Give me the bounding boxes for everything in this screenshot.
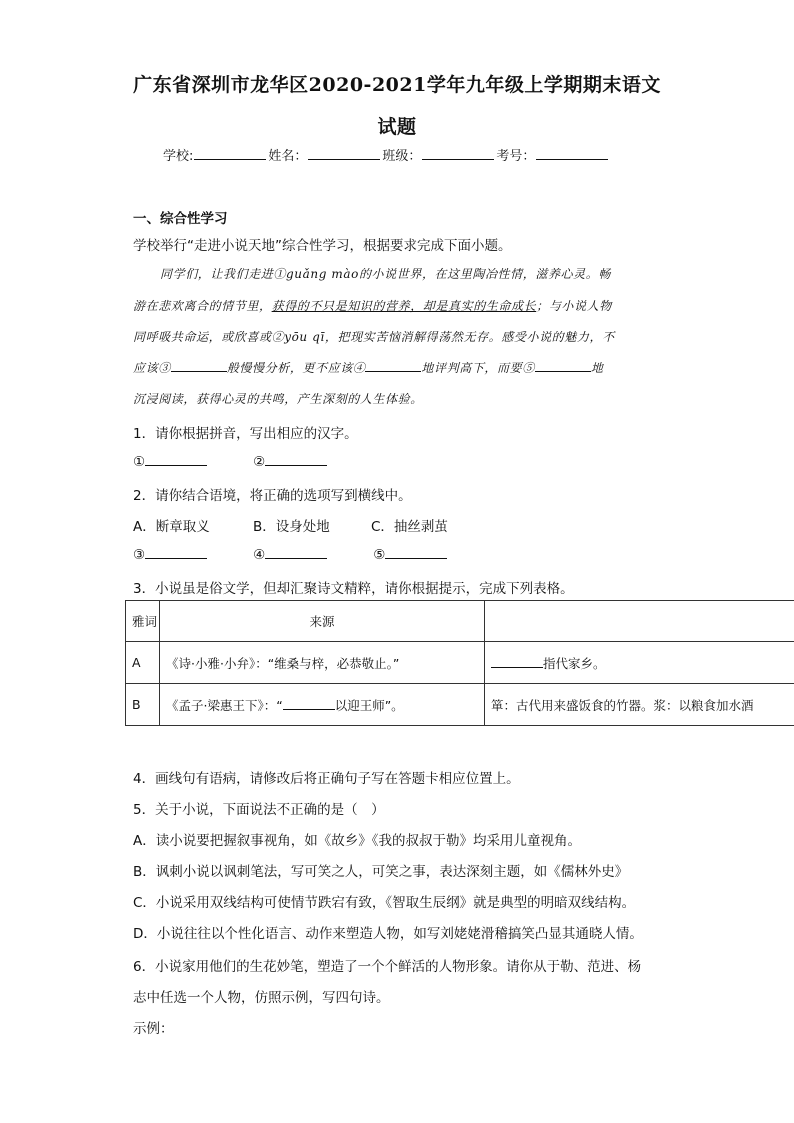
table-source-text: 《孟子·梁惠王下》：“ xyxy=(166,697,283,713)
table-answer-blank[interactable] xyxy=(491,656,543,668)
question-2-answers xyxy=(133,546,447,563)
school-label: 学校: xyxy=(163,149,194,164)
answer-1-label: ① xyxy=(133,454,146,470)
blank-3[interactable] xyxy=(171,359,227,372)
table-cell-note xyxy=(485,642,794,684)
document-title: 广东省深圳市龙华区2020-2021学年九年级上学期期末语文 xyxy=(133,74,661,96)
passage-line-4 xyxy=(133,359,603,376)
option-b: B．设身处地 xyxy=(253,519,330,535)
table-answer-blank[interactable] xyxy=(283,698,335,710)
passage-text: 应该③ xyxy=(133,361,171,375)
question-3: 3．小说虽是俗文学，但却汇聚诗文精粹，请你根据提示，完成下列表格。 xyxy=(133,581,574,597)
section-heading: 一、综合性学习 xyxy=(133,211,228,227)
answer-1-blank[interactable] xyxy=(145,453,207,466)
answer-2-blank[interactable] xyxy=(265,453,327,466)
exam-no-blank[interactable] xyxy=(536,147,608,160)
answer-4-label: ④ xyxy=(253,547,266,563)
table-header-cell: 来源 xyxy=(160,601,485,642)
document-title-continued: 试题 xyxy=(377,116,417,138)
passage-line-1: 同学们，让我们走进①guǎng mào的小说世界，在这里陶冶性情，滋养心灵。畅 xyxy=(160,267,611,281)
section-intro: 学校举行“走进小说天地”综合性学习，根据要求完成下面小题。 xyxy=(133,238,512,254)
passage-text: 地 xyxy=(590,361,604,375)
passage-line-2 xyxy=(133,297,612,314)
table-header-row xyxy=(126,601,794,642)
question-4: 4．画线句有语病，请修改后将正确句子写在答题卡相应位置上。 xyxy=(133,771,520,787)
question-2-options xyxy=(133,515,448,535)
question-5: 5．关于小说，下面说法不正确的是（ ） xyxy=(133,802,385,818)
exam-no-label: 考号： xyxy=(496,149,536,164)
blank-4[interactable] xyxy=(365,359,421,372)
answer-3-label: ③ xyxy=(133,547,146,563)
elegant-words-table xyxy=(125,600,794,726)
answer-3-blank[interactable] xyxy=(145,546,207,559)
class-blank[interactable] xyxy=(422,147,494,160)
table-source-text: 以迎王师”。 xyxy=(334,697,404,713)
question-6: 6．小说家用他们的生花妙笔，塑造了一个个鲜活的人物形象。请你从于勒、范进、杨 xyxy=(133,959,642,975)
question-6-continued: 志中任选一个人物，仿照示例，写四句诗。 xyxy=(133,990,390,1006)
table-cell-note: 箪：古代用来盛饭食的竹器。浆：以粮食加水酒 xyxy=(485,684,794,726)
table-header-cell: 雅词 xyxy=(126,601,160,642)
table-row xyxy=(126,642,794,684)
question-6-example-label: 示例： xyxy=(133,1021,174,1037)
passage-line-3: 同呼吸共命运，或欣喜或②yōu qī，把现实苦恼消解得荡然无存。感受小说的魅力，不 xyxy=(133,330,615,344)
table-row xyxy=(126,684,794,726)
option-c: C．抽丝剥茧 xyxy=(371,519,448,535)
question-5-option-d: D．小说往往以个性化语言、动作来塑造人物，如写刘姥姥滑稽搞笑凸显其通晓人情。 xyxy=(133,926,643,942)
passage-text: 游在悲欢离合的情节里， xyxy=(133,299,272,313)
question-1: 1．请你根据拼音，写出相应的汉字。 xyxy=(133,426,358,442)
school-blank[interactable] xyxy=(194,147,266,160)
question-5-option-a: A．读小说要把握叙事视角，如《故乡》《我的叔叔于勒》均采用儿童视角。 xyxy=(133,833,581,849)
table-header-cell xyxy=(485,601,794,642)
passage-text: ；与小说人物 xyxy=(536,299,612,313)
table-cell-source xyxy=(160,684,485,726)
answer-5-label: ⑤ xyxy=(373,547,386,563)
class-label: 班级： xyxy=(382,149,422,164)
question-5-option-c: C．小说采用双线结构可使情节跌宕有致，《智取生辰纲》就是典型的明暗双线结构。 xyxy=(133,895,636,911)
table-cell-label: A xyxy=(126,642,160,684)
question-5-option-b: B．讽刺小说以讽刺笔法，写可笑之人，可笑之事，表达深刻主题，如《儒林外史》 xyxy=(133,864,629,880)
answer-4-blank[interactable] xyxy=(265,546,327,559)
passage-text: 地评判高下，而要⑤ xyxy=(421,361,535,375)
answer-5-blank[interactable] xyxy=(385,546,447,559)
option-a: A．断章取义 xyxy=(133,519,210,535)
table-cell-source: 《诗·小雅·小弁》：“维桑与梓，必恭敬止。” xyxy=(160,642,485,684)
question-2: 2．请你结合语境，将正确的选项写到横线中。 xyxy=(133,488,412,504)
name-label: 姓名： xyxy=(268,149,308,164)
question-1-answers xyxy=(133,453,327,470)
passage-text: 般慢慢分析，更不应该④ xyxy=(226,361,366,375)
table-note-text: 指代家乡。 xyxy=(543,655,606,671)
answer-2-label: ② xyxy=(253,454,266,470)
table-cell-label: B xyxy=(126,684,160,726)
name-blank[interactable] xyxy=(308,147,380,160)
blank-5[interactable] xyxy=(535,359,591,372)
underlined-sentence: 获得的不只是知识的营养，却是真实的生命成长 xyxy=(271,299,537,313)
passage-line-5: 沉浸阅读，获得心灵的共鸣，产生深刻的人生体验。 xyxy=(133,392,423,406)
student-info-line xyxy=(163,145,610,164)
